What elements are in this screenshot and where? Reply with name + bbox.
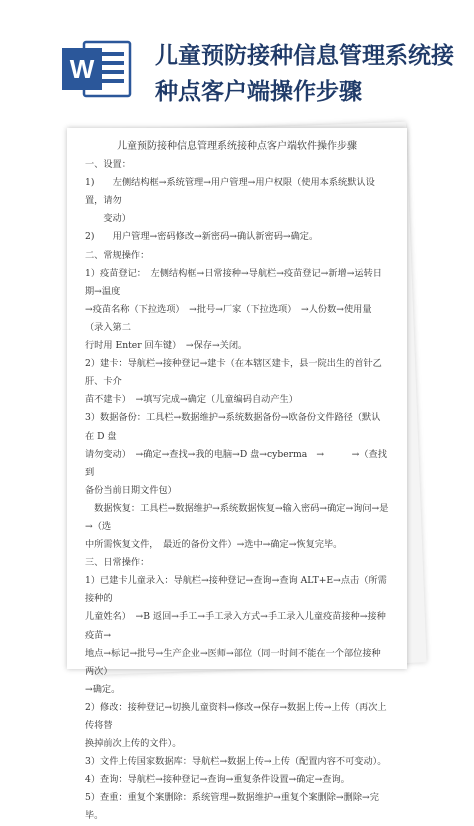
document-line: 2) 用户管理→密码修改→新密码→确认新密码→确定。 xyxy=(85,231,319,243)
document-line: 3）文件上传国家数据库：导航栏→数据上传→上传（配置内容不可变动）。 xyxy=(85,756,387,768)
page-title-line-1: 儿童预防接种信息管理系统接 xyxy=(155,43,454,69)
document-line: 数据恢复：工具栏→数据维护→系统数据恢复→输入密码→确定→询问→是→（选 xyxy=(85,502,389,532)
document-line: 换掉前次上传的文件）。 xyxy=(85,738,182,750)
document-line: 1) 左侧结构框→系统管理→用户管理→用户权限（使用本系统默认设置，请勿 xyxy=(85,177,375,207)
document-line: 行时用 Enter 回车键） →保存→关闭。 xyxy=(85,340,248,352)
document-line: 2）修改：接种登记→切换儿童资料→修改→保存→数据上传→上传（再次上传将替 xyxy=(85,701,387,731)
word-document-icon xyxy=(62,40,132,98)
page-header xyxy=(0,0,474,125)
document-line: 一、设置： xyxy=(85,159,131,171)
page-title-line-2: 种点客户端操作步骤 xyxy=(155,79,362,105)
document-line: 5）查重：重复个案删除：系统管理→数据维护→重复个案删除→删除→完毕。 xyxy=(85,792,379,822)
document-line: 4）查询：导航栏→接种登记→查询→重复条件设置→确定→查询。 xyxy=(85,774,350,786)
page-title xyxy=(155,38,455,110)
document-title: 儿童预防接种信息管理系统接种点客户端软件操作步骤 xyxy=(117,141,357,152)
svg-text:W: W xyxy=(69,54,95,84)
document-line: 备份当前日期文件包） xyxy=(85,484,177,496)
document-line: →确定。 xyxy=(85,683,121,695)
document-line: 请勿变动） →确定→查找→我的电脑→D 盘→cyberma → →（查找到 xyxy=(85,448,387,478)
document-line: 变动） xyxy=(85,213,131,225)
document-line: →疫苗名称（下拉选项） →批号→厂家（下拉选项） →人份数→使用量（录入第二 xyxy=(85,303,372,333)
document-line: 3）数据备份：工具栏→数据维护→系统数据备份→欧备份文件路径（默认在 D 盘 xyxy=(85,412,381,442)
document-line: 1）已建卡儿童录入：导航栏→接种登记→查询→查询 ALT+E→点击（所需接种的 xyxy=(85,575,387,605)
document-page xyxy=(67,128,407,822)
document-line: 苗不建卡） →填写完成→确定（儿童编码自动产生） xyxy=(85,394,298,406)
document-line: 2）建卡：导航栏→接种登记→建卡（在本辖区建卡，县一院出生的首针乙肝、卡介 xyxy=(85,358,382,388)
document-line: 二、常规操作： xyxy=(85,249,150,261)
document-line: 1）疫苗登记： 左侧结构框→日常接种→导航栏→疫苗登记→新增→运转日期→温度 xyxy=(85,267,382,297)
document-line: 儿童姓名） →B 返回→手工→手工录入方式→手工录入儿童疫苗接种→接种疫苗→ xyxy=(85,611,386,641)
document-line: 中所需恢复文件， 最近的备份文件）→选中→确定→恢复完毕。 xyxy=(85,539,343,551)
document-line: 地点→标记→批号→生产企业→医师→部位（同一时间不能在一个部位接种两次） xyxy=(85,647,381,677)
document-line: 三、日常操作： xyxy=(85,557,150,569)
